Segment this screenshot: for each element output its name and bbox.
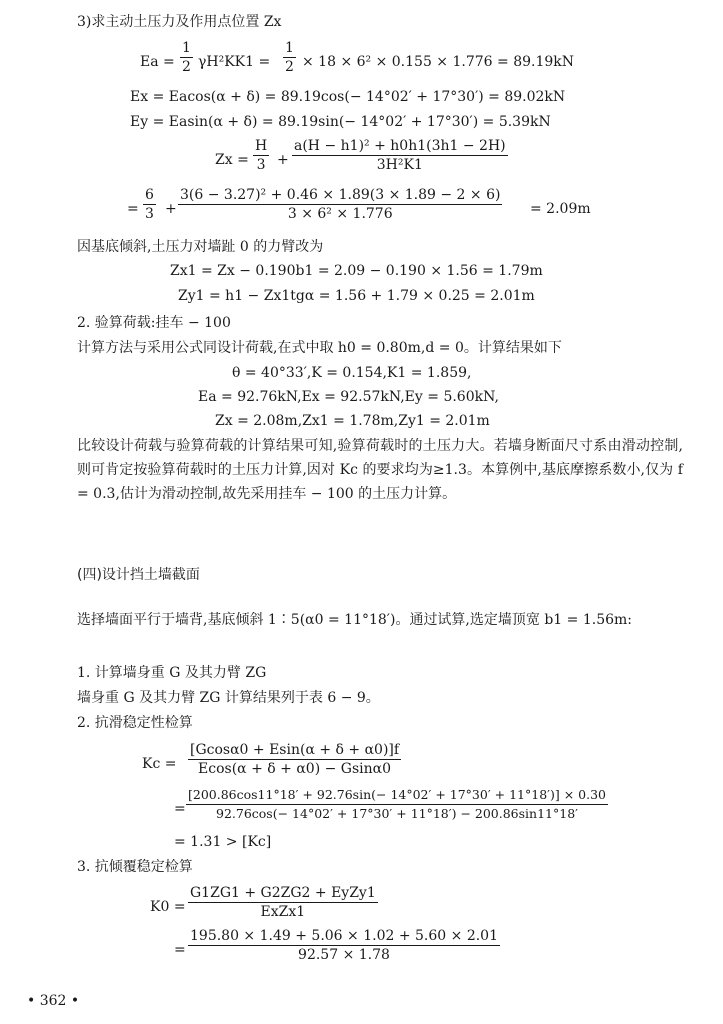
numerator: [Gcosα0 + Esin(α + δ + α0)]f <box>190 742 400 758</box>
equation-k0-lhs: K0 = <box>150 899 186 915</box>
numerator: G1ZG1 + G2ZG2 + EyZy1 <box>190 885 376 901</box>
equation-ey: Ey = Easin(α + δ) = 89.19sin(− 14°02′ + 17°30′) = 5.39kN <box>130 114 551 130</box>
result-line: Zx = 2.08m,Zx1 = 1.78m,Zy1 = 2.01m <box>215 413 490 429</box>
numerator: a(H − h1)² + h0h1(3h1 − 2H) <box>294 138 506 154</box>
equals-sign: = <box>174 942 186 958</box>
denominator: 2 <box>285 59 294 75</box>
body-text: 因基底倾斜,土压力对墙趾 0 的力臂改为 <box>77 239 324 255</box>
plus-sign: + <box>277 152 289 168</box>
body-text: 墙身重 G 及其力臂 ZG 计算结果列于表 6 − 9。 <box>77 690 380 706</box>
denominator: ExZx1 <box>260 904 306 920</box>
fraction <box>178 187 502 222</box>
fraction <box>188 928 500 963</box>
fraction <box>292 138 508 173</box>
section-heading-3: 3)求主动土压力及作用点位置 Zx <box>77 14 282 30</box>
fraction <box>253 138 269 173</box>
equals-sign: = <box>127 201 139 217</box>
denominator: 2 <box>182 59 191 75</box>
subsection-heading: 3. 抗倾覆稳定检算 <box>77 859 193 875</box>
intro-paragraph: 选择墙面平行于墙背,基底倾斜 1∶5(α0 = 11°18′)。通过试算,选定墙顶宽 b1 = 1.56m: <box>77 612 633 628</box>
equation-zx-lhs: Zx = <box>215 152 249 168</box>
fraction <box>188 742 401 777</box>
body-text: 计算方法与采用公式同设计荷载,在式中取 h0 = 0.80m,d = 0。计算结果如下 <box>77 340 562 356</box>
denominator: 92.76cos(− 14°02′ + 17°30′ + 11°18′) − 200.86sin11°18′ <box>216 806 578 821</box>
page-number: • 362 • <box>27 993 80 1009</box>
result-line: θ = 40°33′,K = 0.154,K1 = 1.859, <box>232 365 472 381</box>
subsection-heading: 2. 验算荷载:挂车 − 100 <box>77 315 231 331</box>
denominator: 3 <box>145 206 154 222</box>
numerator: [200.86cos11°18′ + 92.76sin(− 14°02′ + 17°30′ + 11°18′)] × 0.30 <box>188 787 606 802</box>
numerator: 3(6 − 3.27)² + 0.46 × 1.89(3 × 1.89 − 2 × 6) <box>180 187 501 203</box>
result-zx: = 2.09m <box>530 201 591 217</box>
section-heading-4: (四)设计挡土墙截面 <box>77 567 200 583</box>
equation-zy1: Zy1 = h1 − Zx1tgα = 1.56 + 1.79 × 0.25 = 2.01m <box>178 288 535 304</box>
comparison-paragraph: 比较设计荷载与验算荷载的计算结果可知,验算荷载时的土压力大。若墙身断面尺寸系由滑动控制,则可肯定按验算荷载时的土压力计算,因对 Kc 的要求均为≥1.3。本算例中,基底摩擦系数小,仅为 f = 0.3,估计为滑动控制,故先采用挂车 − 100 的土压力计算。 <box>77 438 683 502</box>
result-line: Ea = 92.76kN,Ex = 92.57kN,Ey = 5.60kN, <box>198 389 499 405</box>
numerator: 195.80 × 1.49 + 5.06 × 1.02 + 5.60 × 2.01 <box>190 928 498 944</box>
equation-ex: Ex = Eacos(α + δ) = 89.19cos(− 14°02′ + 17°30′) = 89.02kN <box>130 89 566 105</box>
equation-kc-lhs: Kc = <box>142 756 177 772</box>
denominator: Ecos(α + δ + α0) − Gsinα0 <box>198 761 392 777</box>
equation-zx1: Zx1 = Zx − 0.190b1 = 2.09 − 0.190 × 1.56 = 1.79m <box>170 263 543 279</box>
subsection-heading: 2. 抗滑稳定性检算 <box>77 715 193 731</box>
fraction <box>186 787 608 822</box>
equation-ea-mid: γH²KK1 = <box>198 54 271 70</box>
numerator: 1 <box>182 40 191 56</box>
numerator: 6 <box>145 187 154 203</box>
equation-ea-lhs: Ea = <box>140 54 175 70</box>
denominator: 92.57 × 1.78 <box>298 947 390 963</box>
denominator: 3 × 6² × 1.776 <box>287 206 393 222</box>
plus-sign: + <box>165 201 177 217</box>
subsection-heading: 1. 计算墙身重 G 及其力臂 ZG <box>77 665 267 681</box>
fraction <box>180 40 193 75</box>
fraction <box>283 40 296 75</box>
numerator: 1 <box>285 40 294 56</box>
numerator: H <box>255 138 268 154</box>
denominator: 3 <box>256 157 266 173</box>
fraction <box>188 885 378 920</box>
equation-ea-rhs: × 18 × 6² × 0.155 × 1.776 = 89.19kN <box>302 54 575 70</box>
equals-sign: = <box>174 801 186 817</box>
denominator: 3H²K1 <box>376 157 423 173</box>
fraction <box>143 187 156 222</box>
result-kc: = 1.31 > [Kc] <box>174 834 272 850</box>
